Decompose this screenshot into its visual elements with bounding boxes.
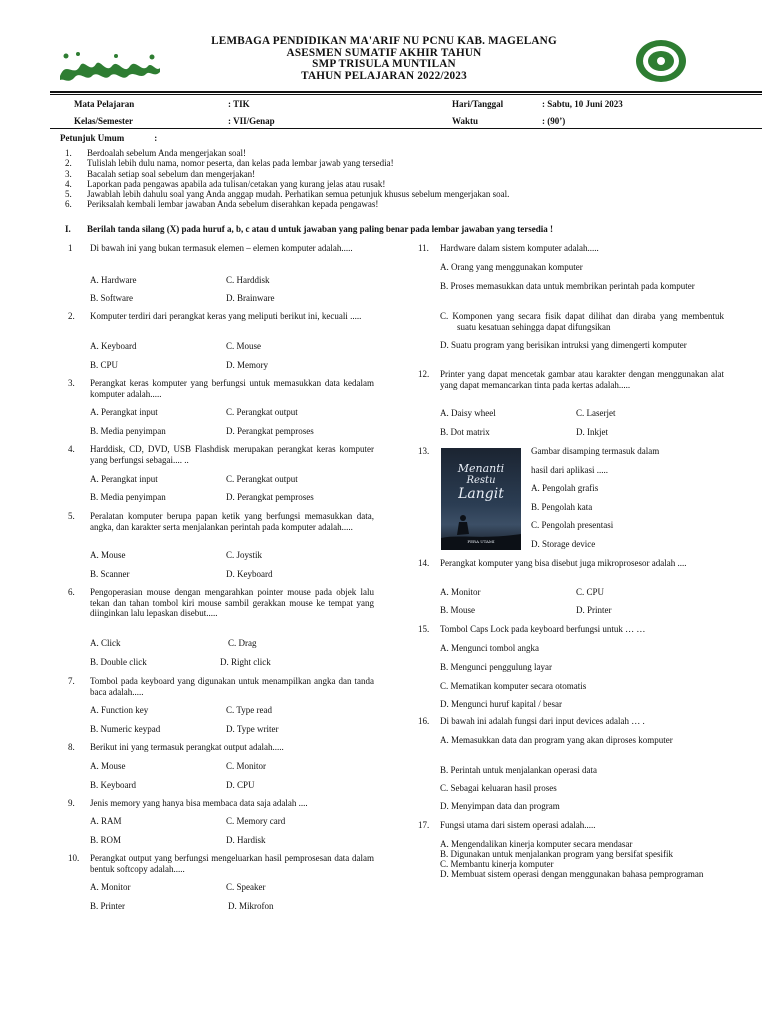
instruction-text: Tulislah lebih dulu nama, nomor peserta, dan kelas pada lembar jawab yang tersedia! (87, 158, 394, 169)
section-text: Berilah tanda silang (X) pada huruf a, b, c atau d untuk jawaban yang paling benar pada lembar jawaban yang tersedia ! (87, 224, 554, 234)
question-number: 12. (418, 369, 430, 379)
option-a[interactable]: A. Monitor (440, 587, 481, 597)
option-a[interactable]: A. Orang yang menggunakan komputer (440, 262, 583, 272)
instruction-text: Berdoalah sebelum Anda mengerjakan soal! (87, 148, 246, 158)
option-b[interactable]: B. Double click (90, 657, 147, 667)
instruction-number: 1. (65, 148, 72, 158)
question-text: Tombol Caps Lock pada keyboard berfungsi untuk … … (440, 624, 646, 634)
question-11 (418, 243, 728, 257)
option-c[interactable]: C. Memory card (226, 816, 286, 826)
option-c[interactable]: C. Speaker (226, 882, 266, 892)
option-a[interactable]: A. Mouse (90, 550, 126, 560)
time-value: : (90’) (542, 116, 566, 126)
option-d[interactable]: D. Storage device (531, 539, 596, 549)
question-text: Peralatan komputer berupa papan ketik yang berfungsi memasukkan data, angka, dan karakter serta menjalankan perintah pada komputer adalah..... (90, 511, 374, 532)
date-value: : Sabtu, 10 Juni 2023 (542, 99, 623, 109)
question-12 (418, 369, 728, 405)
class-value: : VII/Genap (228, 116, 275, 126)
instruction-number: 3. (65, 168, 72, 179)
header-school: SMP TRISULA MUNTILAN (312, 58, 456, 70)
option-c[interactable]: C. Monitor (226, 761, 267, 771)
option-a[interactable]: A. Keyboard (90, 341, 137, 351)
option-d-text: D. Suatu program yang berisikan intruksi yang dimengerti komputer (440, 340, 687, 350)
option-d[interactable]: D. Printer (576, 605, 612, 615)
option-c-text: C. Komponen yang secara fisik dapat dilihat dan diraba yang membentuk suatu kesatuan sehingga dapat difungsikan (440, 311, 724, 332)
instructions-list (65, 148, 725, 210)
question-text: Perangkat keras komputer yang berfungsi untuk memasukkan data kedalam komputer adalah..... (90, 378, 374, 399)
instructions-title-text: Petunjuk Umum (60, 133, 125, 143)
option-b[interactable]: B. Media penyimpan (90, 426, 166, 436)
instruction-item (65, 179, 725, 189)
question-number: 15. (418, 624, 430, 634)
info-divider (50, 128, 762, 129)
question-number: 9. (68, 798, 75, 808)
question-number: 5. (68, 511, 75, 521)
question-13-text-a: Gambar disamping termasuk dalam (531, 446, 660, 456)
instruction-item (65, 199, 725, 209)
question-number: 1 (68, 243, 73, 253)
book-cover-image (441, 448, 521, 550)
question-10 (68, 853, 374, 879)
option-c[interactable]: C. Sebagai keluaran hasil proses (440, 783, 557, 793)
question-14 (418, 558, 728, 582)
question-16 (418, 716, 728, 730)
question-text: Tombol pada keyboard yang digunakan untuk menampilkan angka dan tanda baca adalah..... (90, 676, 374, 697)
option-c[interactable]: C. Perangkat output (226, 407, 298, 417)
option-a-text: A. Memasukkan data dan program yang akan diproses komputer (440, 735, 673, 745)
option-a[interactable]: A. Perangkat input (90, 474, 158, 484)
instruction-item (65, 189, 725, 199)
question-9 (68, 798, 374, 812)
question-7 (68, 676, 374, 702)
question-text: Printer yang dapat mencetak gambar atau karakter dengan menggunakan alat yang dapat memancarkan tinta pada kertas adalah..... (440, 369, 724, 390)
question-8 (68, 742, 374, 756)
header-divider-thin (50, 94, 762, 95)
option-a[interactable]: A. Mouse (90, 761, 126, 771)
option-a[interactable]: A. Function key (90, 705, 149, 715)
instruction-number: 4. (65, 178, 72, 189)
option-c[interactable] (440, 311, 724, 332)
option-c[interactable]: C. Laserjet (576, 408, 616, 418)
option-b[interactable]: B. Printer (90, 901, 125, 911)
instructions-title (60, 133, 157, 143)
question-17-options (440, 839, 710, 879)
option-a[interactable]: A. Hardware (90, 275, 137, 285)
question-3 (68, 378, 374, 404)
question-number: 2. (68, 311, 75, 321)
question-number: 3. (68, 378, 75, 388)
option-d[interactable]: D. Mengunci huruf kapital / besar (440, 699, 562, 709)
option-d[interactable] (440, 340, 724, 351)
question-number: 16. (418, 716, 430, 726)
question-number: 6. (68, 587, 75, 597)
question-5 (68, 511, 374, 547)
option-a[interactable]: A. Mengendalikan kinerja komputer secara mendasar (440, 839, 633, 849)
instruction-number: 6. (65, 199, 72, 210)
option-b[interactable]: B. Pengolah kata (531, 502, 593, 512)
header-divider-thick (50, 91, 762, 93)
question-text: Perangkat output yang berfungsi mengeluarkan hasil pemprosesan data dalam bentuk softcopy adalah..... (90, 853, 374, 874)
option-c[interactable]: C. Mematikan komputer secara otomatis (440, 681, 587, 691)
option-b-text: B. Proses memasukkan data untuk membrikan perintah pada komputer (440, 281, 695, 291)
option-d[interactable]: D. Perangkat pemproses (226, 426, 314, 436)
option-b[interactable]: B. Mengunci penggulung layar (440, 662, 552, 672)
question-17 (418, 820, 728, 834)
option-b[interactable]: B. Numeric keypad (90, 724, 161, 734)
section-number: I. (65, 224, 71, 234)
instruction-text: Bacalah setiap soal sebelum dan mengerjakan! (87, 168, 256, 179)
option-d[interactable]: D. Hardisk (226, 835, 266, 845)
option-b[interactable]: B. Digunakan untuk menjalankan program yang bersifat spesifik (440, 849, 673, 859)
option-b[interactable]: B. Software (90, 293, 133, 303)
option-c[interactable]: C. CPU (576, 587, 605, 597)
question-text: Perangkat komputer yang bisa disebut juga mikroprosesor adalah .... (440, 558, 687, 568)
option-b[interactable]: B. Perintah untuk menjalankan operasi data (440, 765, 597, 775)
time-label: Waktu (452, 116, 479, 126)
instructions-colon: : (154, 133, 158, 143)
instruction-item (65, 169, 725, 179)
option-d[interactable]: D. Inkjet (576, 427, 608, 437)
header-institution: LEMBAGA PENDIDIKAN MA'ARIF NU PCNU KAB. MAGELANG (211, 35, 557, 47)
instruction-number: 5. (65, 189, 72, 200)
option-d[interactable]: D. Brainware (226, 293, 275, 303)
option-c[interactable]: C. Perangkat output (226, 474, 298, 484)
option-b[interactable]: B. Media penyimpan (90, 492, 166, 502)
option-b[interactable]: B. Dot matrix (440, 427, 490, 437)
option-d[interactable]: D. Mikrofon (228, 901, 274, 911)
option-a[interactable]: A. Monitor (90, 882, 131, 892)
question-text: Komputer terdiri dari perangkat keras yang meliputi berikut ini, kecuali ..... (90, 311, 362, 321)
header-academic-year: TAHUN PELAJARAN 2022/2023 (301, 69, 467, 82)
class-label: Kelas/Semester (74, 116, 133, 126)
document-header (0, 36, 768, 82)
question-13-number: 13. (418, 446, 430, 456)
option-a[interactable]: A. Perangkat input (90, 407, 158, 417)
instruction-text: Jawablah lebih dahulu soal yang Anda anggap mudah. Perhatikan semua petunjuk khusus sebelum mengerjakan soal. (87, 189, 510, 200)
question-6 (68, 587, 374, 633)
option-c[interactable]: C. Harddisk (226, 275, 270, 285)
question-text: Fungsi utama dari sistem operasi adalah..... (440, 820, 596, 830)
option-b[interactable]: B. CPU (90, 360, 119, 370)
question-1 (68, 243, 374, 269)
book-title-line1: Menanti (457, 462, 505, 475)
question-number: 17. (418, 820, 430, 830)
option-d[interactable]: D. Keyboard (226, 569, 273, 579)
option-c[interactable]: C. Pengolah presentasi (531, 520, 614, 530)
date-label: Hari/Tanggal (452, 99, 504, 109)
option-c[interactable]: C. Mouse (226, 341, 262, 351)
option-a[interactable]: A. Daisy wheel (440, 408, 496, 418)
question-text: Jenis memory yang hanya bisa membaca data saja adalah .... (90, 798, 308, 808)
question-text: Di bawah ini yang bukan termasuk elemen – elemen komputer adalah..... (90, 243, 353, 253)
instruction-item (65, 148, 725, 158)
question-4 (68, 444, 374, 470)
option-b[interactable]: B. Keyboard (90, 780, 136, 790)
question-15 (418, 624, 728, 638)
option-b[interactable]: B. Scanner (90, 569, 130, 579)
question-number: 8. (68, 742, 75, 752)
option-c[interactable]: C. Joystik (226, 550, 263, 560)
option-a[interactable]: A. Mengunci tombol angka (440, 643, 539, 653)
instruction-text: Laporkan pada pengawas apabila ada tulisan/cetakan yang kurang jelas atau rusak! (87, 178, 386, 189)
question-text: Hardware dalam sistem komputer adalah..... (440, 243, 599, 253)
option-d[interactable]: D. Type writer (226, 724, 279, 734)
option-c[interactable]: C. Membantu kinerja komputer (440, 859, 554, 869)
instruction-number: 2. (65, 158, 72, 169)
option-c[interactable]: C. Type read (226, 705, 272, 715)
question-text: Harddisk, CD, DVD, USB Flashdisk merupakan perangkat keras komputer yang berfungsi sebagai.... .. (90, 444, 374, 465)
question-number: 7. (68, 676, 75, 686)
question-number: 14. (418, 558, 430, 568)
book-title-line2: Restu (466, 475, 496, 486)
question-number: 10. (68, 853, 80, 863)
option-b[interactable]: B. ROM (90, 835, 122, 845)
option-b[interactable]: B. Mouse (440, 605, 476, 615)
question-text: Berikut ini yang termasuk perangkat output adalah..... (90, 742, 284, 752)
book-title-line3: Langit (458, 486, 504, 502)
option-d[interactable]: D. Memory (226, 360, 268, 370)
option-d[interactable]: D. Right click (220, 657, 271, 667)
instruction-item (65, 158, 725, 168)
question-number: 4. (68, 444, 75, 454)
question-number: 11. (418, 243, 429, 253)
question-text: Di bawah ini adalah fungsi dari input devices adalah … . (440, 716, 645, 726)
question-text: Pengoperasian mouse dengan mengarahkan pointer mouse pada objek lalu tekan dan tahan tombol kiri mouse sambil gerakkan mouse ke tempat yang diinginkan lalu lepaskan disebut..... (90, 587, 374, 618)
subject-label: Mata Pelajaran (74, 99, 135, 109)
option-d[interactable]: D. Membuat sistem operasi dengan menggunakan bahasa pemprograman (440, 869, 704, 879)
question-2 (68, 311, 374, 337)
option-a[interactable]: A. RAM (90, 816, 122, 826)
header-exam-title: ASESMEN SUMATIF AKHIR TAHUN (286, 46, 482, 59)
option-a[interactable] (440, 735, 722, 746)
option-d[interactable]: D. Menyimpan data dan program (440, 801, 560, 811)
option-d[interactable]: D. CPU (226, 780, 255, 790)
section-heading (65, 224, 755, 234)
subject-value: : TIK (228, 99, 250, 109)
question-13-text-b: hasil dari aplikasi ..... (531, 465, 608, 475)
book-author: FERA UTAMI (467, 539, 495, 544)
option-a[interactable]: A. Click (90, 638, 121, 648)
option-a[interactable]: A. Pengolah grafis (531, 483, 599, 493)
option-b[interactable] (440, 281, 724, 292)
instruction-text: Periksalah kembali lembar jawaban Anda sebelum diserahkan kepada pengawas! (87, 199, 379, 210)
option-c[interactable]: C. Drag (228, 638, 257, 648)
option-d[interactable]: D. Perangkat pemproses (226, 492, 314, 502)
